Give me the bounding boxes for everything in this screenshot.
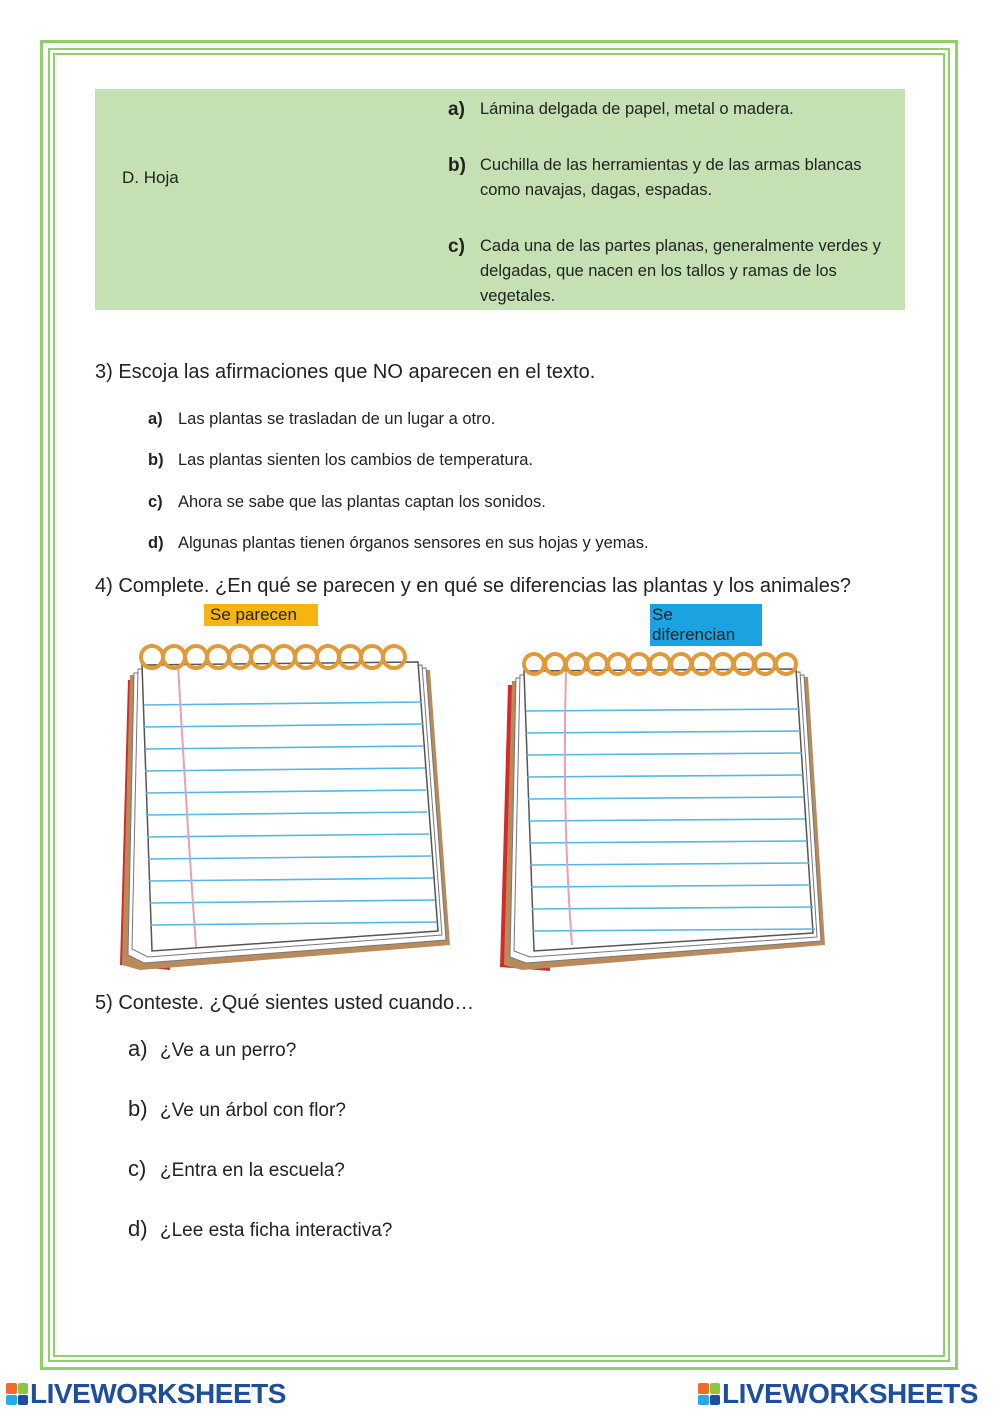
- definition-letter: b): [448, 155, 466, 176]
- label-se-diferencian: Se diferencian: [650, 604, 762, 646]
- definition-letter: c): [448, 236, 465, 257]
- logo-text: LIVEWORKSHEETS: [722, 1378, 978, 1409]
- item-letter: d): [128, 1216, 148, 1241]
- option-text: Las plantas se trasladan de un lugar a otro.: [178, 410, 496, 428]
- q3-option-d[interactable]: [148, 534, 649, 553]
- logo-blocks-icon: [6, 1383, 28, 1405]
- label-se-parecen: Se parecen: [204, 604, 318, 626]
- item-text: ¿Lee esta ficha interactiva?: [160, 1220, 393, 1241]
- q5-item-a[interactable]: [128, 1036, 296, 1062]
- option-letter: b): [148, 451, 164, 469]
- notebook-similarities[interactable]: [100, 635, 460, 975]
- question-5: 5) Conteste. ¿Qué sientes usted cuando…: [95, 992, 475, 1014]
- definition-text: Cada una de las partes planas, generalmente verdes y delgadas, que nacen en los tallos y ramas de los vegetales.: [480, 237, 881, 305]
- definition-text: Cuchilla de las herramientas y de las armas blancas como navajas, dagas, espadas.: [480, 156, 862, 199]
- q5-item-b[interactable]: [128, 1096, 346, 1122]
- option-text: Las plantas sienten los cambios de temperatura.: [178, 451, 533, 469]
- vocab-term: D. Hoja: [122, 168, 179, 187]
- q5-item-d[interactable]: [128, 1216, 392, 1242]
- item-text: ¿Ve un árbol con flor?: [160, 1100, 346, 1121]
- liveworksheets-logo-left[interactable]: [6, 1380, 286, 1408]
- logo-text: LIVEWORKSHEETS: [30, 1378, 286, 1409]
- definition-a[interactable]: [448, 97, 898, 122]
- question-4: 4) Complete. ¿En qué se parecen y en qué se diferencias las plantas y los animales?: [95, 575, 851, 597]
- option-text: Algunas plantas tienen órganos sensores en sus hojas y yemas.: [178, 534, 649, 552]
- liveworksheets-logo-right[interactable]: [698, 1380, 978, 1408]
- definition-c[interactable]: [448, 234, 898, 309]
- item-letter: c): [128, 1156, 147, 1181]
- q3-option-a[interactable]: [148, 410, 495, 429]
- option-letter: c): [148, 493, 163, 511]
- option-text: Ahora se sabe que las plantas captan los sonidos.: [178, 493, 546, 511]
- item-text: ¿Ve a un perro?: [160, 1040, 297, 1061]
- definition-text: Lámina delgada de papel, metal o madera.: [480, 100, 794, 118]
- option-letter: d): [148, 534, 164, 552]
- q3-option-b[interactable]: [148, 451, 533, 470]
- item-text: ¿Entra en la escuela?: [160, 1160, 345, 1181]
- definition-letter: a): [448, 99, 465, 120]
- logo-blocks-icon: [698, 1383, 720, 1405]
- q5-item-c[interactable]: [128, 1156, 345, 1182]
- item-letter: b): [128, 1096, 148, 1121]
- q3-option-c[interactable]: [148, 493, 546, 512]
- definition-b[interactable]: [448, 153, 898, 203]
- notebook-differences[interactable]: [490, 645, 845, 975]
- item-letter: a): [128, 1036, 148, 1061]
- question-3: 3) Escoja las afirmaciones que NO aparecen en el texto.: [95, 361, 596, 383]
- option-letter: a): [148, 410, 163, 428]
